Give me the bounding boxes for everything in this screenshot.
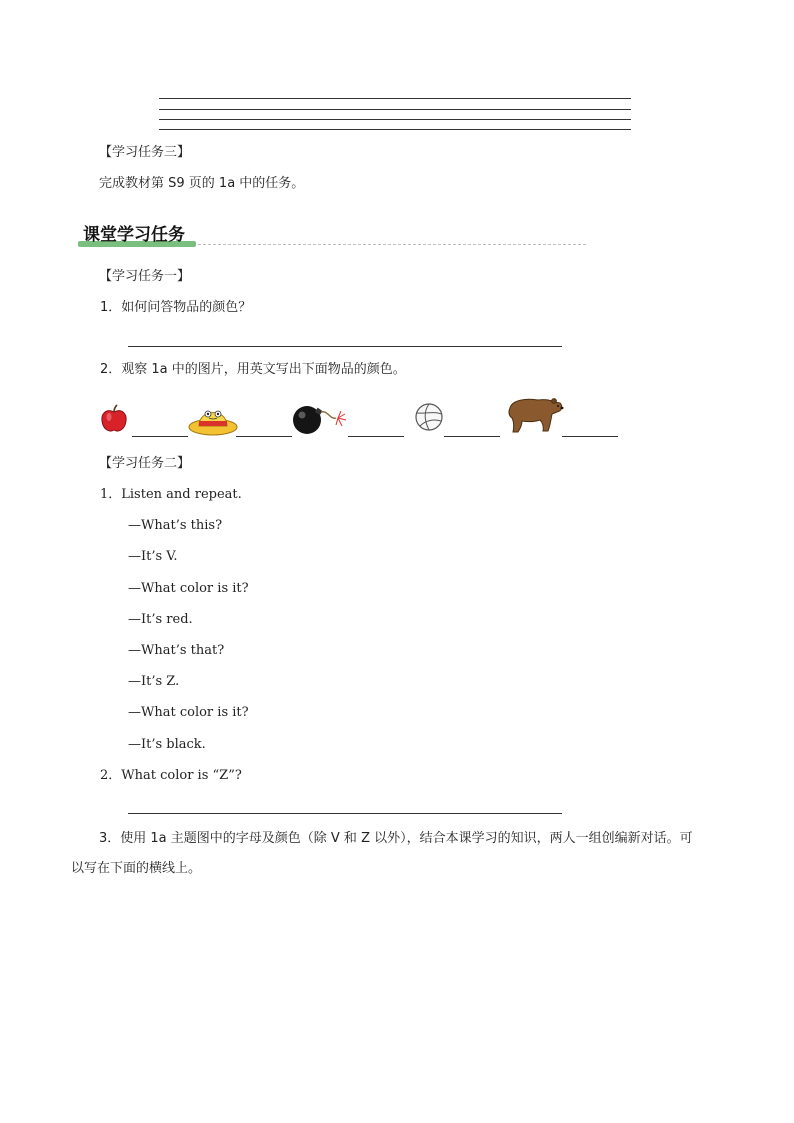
answer-blank-5[interactable] xyxy=(562,436,618,437)
task2-item-1: 1．Listen and repeat. xyxy=(100,487,242,502)
writing-line-4 xyxy=(159,129,631,130)
task1-question-2: 2．观察 1a 中的图片，用英文写出下面物品的颜色。 xyxy=(100,362,406,377)
task1-question-1: 1．如何问答物品的颜色？ xyxy=(100,300,252,315)
task3-heading: 【学习任务三】 xyxy=(99,145,191,160)
writing-line-1 xyxy=(159,98,631,99)
dialogue-line-3: —What color is it? xyxy=(128,581,249,596)
bear-icon xyxy=(504,394,564,434)
writing-line-3 xyxy=(159,119,631,120)
task2-item-3-line-1: 3．使用 1a 主题图中的字母及颜色（除 V 和 Z 以外），结合本课学习的知识，两人一组创编新对话。可 xyxy=(99,831,693,846)
dialogue-line-2: —It’s V. xyxy=(128,549,178,564)
dialogue-line-1: —What’s this? xyxy=(128,518,223,533)
dialogue-line-5: —What’s that? xyxy=(128,643,225,658)
task2-item-2: 2．What color is “Z”? xyxy=(100,768,242,783)
answer-blank-3[interactable] xyxy=(348,436,404,437)
apple-icon xyxy=(100,404,128,434)
volleyball-icon xyxy=(414,402,444,432)
section-dashed-divider xyxy=(198,244,586,245)
answer-blank-1[interactable] xyxy=(132,436,188,437)
task3-instruction: 完成教材第 S9 页的 1a 中的任务。 xyxy=(99,176,305,191)
answer-line-item2[interactable] xyxy=(128,813,562,814)
task2-item-3-line-2: 以写在下面的横线上。 xyxy=(71,861,202,876)
dialogue-line-6: —It’s Z. xyxy=(128,674,180,689)
task1-heading: 【学习任务一】 xyxy=(99,269,191,284)
hat-icon xyxy=(188,400,238,436)
dialogue-line-4: —It’s red. xyxy=(128,612,193,627)
dialogue-line-7: —What color is it? xyxy=(128,705,249,720)
writing-line-2 xyxy=(159,109,631,110)
answer-blank-2[interactable] xyxy=(236,436,292,437)
dialogue-line-8: —It’s black. xyxy=(128,737,206,752)
bomb-icon xyxy=(292,402,348,436)
section-title: 课堂学习任务 xyxy=(83,225,185,245)
task2-heading: 【学习任务二】 xyxy=(99,456,191,471)
answer-line-q1[interactable] xyxy=(128,346,562,347)
answer-blank-4[interactable] xyxy=(444,436,500,437)
